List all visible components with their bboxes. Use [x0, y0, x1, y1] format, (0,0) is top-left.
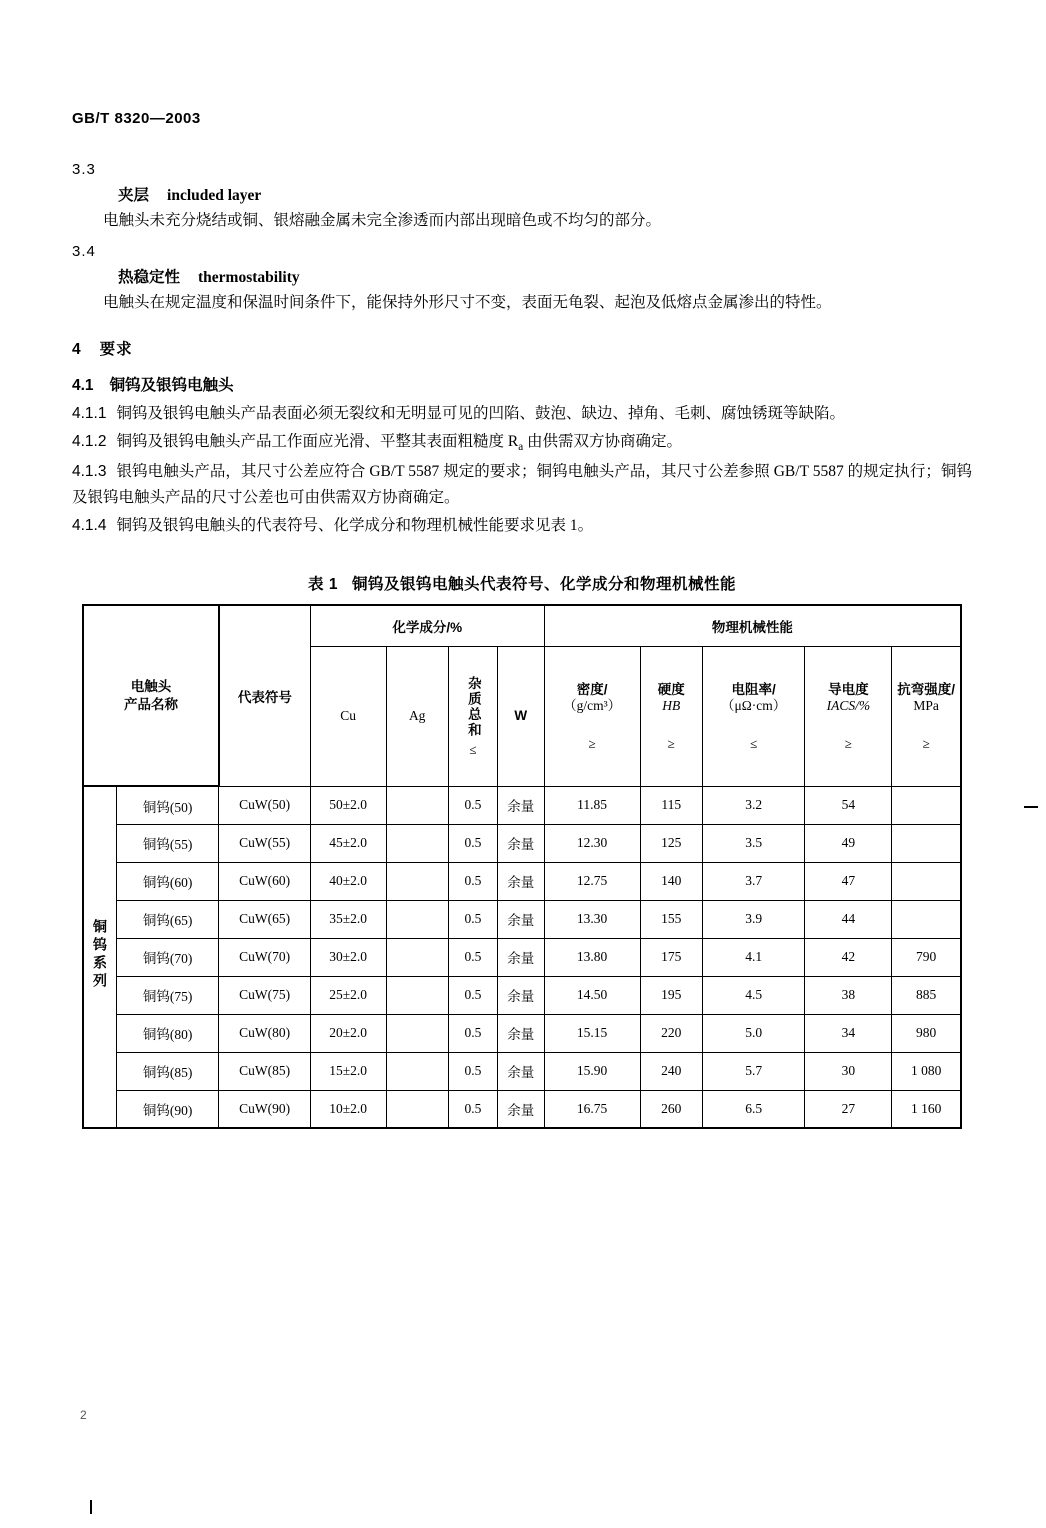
- cell-hardness: 175: [640, 938, 702, 976]
- header-bending-unit: MPa: [913, 697, 939, 713]
- section-heading-4: [72, 337, 972, 359]
- header-symbol-label: 代表符号: [237, 689, 292, 705]
- table-caption: [72, 572, 972, 594]
- section-number-4-1: 4.1: [72, 377, 94, 395]
- header-cu-label: Cu: [340, 708, 356, 724]
- header-hardness-unit: HB: [662, 697, 681, 713]
- cell-bending: 790: [892, 938, 961, 976]
- cell-cu: 20±2.0: [310, 1014, 386, 1052]
- cell-bending: [892, 900, 961, 938]
- clause-4-1-2: [72, 429, 972, 456]
- header-conductivity-sign: ≥: [844, 735, 852, 751]
- section-title-4: 要求: [99, 341, 133, 359]
- term-3-3: [118, 183, 972, 205]
- cell-bending: 1 080: [892, 1052, 961, 1090]
- cell-w: 余量: [497, 786, 544, 824]
- cell-conductivity: 27: [805, 1090, 892, 1128]
- cell-bending: [892, 862, 961, 900]
- term-3-3-en: included layer: [167, 187, 262, 204]
- cell-ag: [386, 1052, 448, 1090]
- cell-symbol: CuW(90): [219, 1090, 310, 1128]
- table-row: [83, 976, 961, 1014]
- table-row: [83, 1014, 961, 1052]
- cell-conductivity: 42: [805, 938, 892, 976]
- cell-hardness: 240: [640, 1052, 702, 1090]
- cell-impurity: 0.5: [448, 1014, 497, 1052]
- cell-impurity: 0.5: [448, 976, 497, 1014]
- cell-density: 15.15: [544, 1014, 640, 1052]
- cell-density: 13.30: [544, 900, 640, 938]
- header-chemical-label: 化学成分/%: [392, 619, 463, 635]
- header-cell-resistivity: [702, 646, 804, 786]
- cell-bending: [892, 824, 961, 862]
- margin-tick-right: [1024, 806, 1038, 808]
- page-content: [72, 110, 972, 1129]
- cell-symbol: CuW(65): [219, 900, 310, 938]
- clause-4-1-2-text-after: 由供需双方协商确定。: [523, 433, 683, 451]
- table-title-text: 铜钨及银钨电触头代表符号、化学成分和物理机械性能: [351, 575, 736, 593]
- header-hardness-sign: ≥: [667, 735, 675, 751]
- cell-cu: 50±2.0: [310, 786, 386, 824]
- margin-tick-bottom: [90, 1500, 92, 1514]
- cell-density: 15.90: [544, 1052, 640, 1090]
- header-cell-symbol: [219, 605, 310, 787]
- table-row: [83, 1052, 961, 1090]
- cell-resistivity: 5.7: [702, 1052, 804, 1090]
- clause-4-1-1-text: 铜钨及银钨电触头产品表面必须无裂纹和无明显可见的凹陷、鼓泡、缺边、掉角、毛刺、腐蚀锈斑等缺陷。: [116, 405, 845, 423]
- clause-4-1-1-number: 4.1.1: [72, 405, 107, 423]
- cell-density: 11.85: [544, 786, 640, 824]
- cell-w: 余量: [497, 824, 544, 862]
- table-row: [83, 1090, 961, 1128]
- table-group-header-row: [83, 605, 961, 647]
- section-title-4-1: 铜钨及银钨电触头: [109, 377, 234, 395]
- cell-resistivity: 6.5: [702, 1090, 804, 1128]
- cell-density: 12.75: [544, 862, 640, 900]
- cell-symbol: CuW(55): [219, 824, 310, 862]
- table-row: [83, 862, 961, 900]
- header-cell-density: [544, 646, 640, 786]
- cell-product-name: 铜钨(65): [116, 900, 218, 938]
- clause-4-1-2-number: 4.1.2: [72, 433, 107, 451]
- table-label: 表 1: [308, 575, 338, 593]
- cell-bending: 980: [892, 1014, 961, 1052]
- cell-ag: [386, 976, 448, 1014]
- cell-w: 余量: [497, 862, 544, 900]
- cell-conductivity: 54: [805, 786, 892, 824]
- specification-table: [82, 604, 962, 1130]
- cell-product-name: 铜钨(50): [116, 786, 218, 824]
- cell-bending: 1 160: [892, 1090, 961, 1128]
- header-cell-impurity: [448, 646, 497, 786]
- cell-symbol: CuW(80): [219, 1014, 310, 1052]
- cell-impurity: 0.5: [448, 1090, 497, 1128]
- header-ag-label: Ag: [408, 708, 426, 724]
- cell-w: 余量: [497, 1014, 544, 1052]
- cell-cu: 45±2.0: [310, 824, 386, 862]
- term-3-4-en: thermostability: [198, 269, 300, 287]
- term-3-4: [118, 265, 972, 287]
- term-3-3-cn: 夹层: [118, 187, 150, 204]
- cell-cu: 25±2.0: [310, 976, 386, 1014]
- cell-impurity: 0.5: [448, 1052, 497, 1090]
- clause-4-1-2-subscript: a: [518, 441, 524, 454]
- cell-ag: [386, 786, 448, 824]
- clause-4-1-4-text: 铜钨及银钨电触头的代表符号、化学成分和物理机械性能要求见表 1。: [116, 516, 594, 534]
- cell-impurity: 0.5: [448, 824, 497, 862]
- cell-product-name: 铜钨(80): [116, 1014, 218, 1052]
- cell-resistivity: 4.1: [702, 938, 804, 976]
- section-heading-4-1: [72, 373, 972, 395]
- clause-4-1-4-number: 4.1.4: [72, 516, 107, 534]
- cell-impurity: 0.5: [448, 786, 497, 824]
- cell-conductivity: 49: [805, 824, 892, 862]
- cell-density: 14.50: [544, 976, 640, 1014]
- header-resistivity-label: 电阻率/: [731, 681, 776, 697]
- table-row: [83, 938, 961, 976]
- header-cell-blank: 电触头 产品名称: [83, 605, 219, 787]
- header-impurity-sign: ≤: [469, 741, 477, 757]
- cell-series-label: [83, 786, 116, 1128]
- header-density-unit: （g/cm³）: [563, 697, 622, 713]
- header-conductivity-label: 导电度: [828, 681, 869, 697]
- cell-ag: [386, 1014, 448, 1052]
- page-number: 2: [80, 1408, 87, 1422]
- header-cell-cu: [310, 646, 386, 786]
- cell-hardness: 260: [640, 1090, 702, 1128]
- cell-symbol: CuW(60): [219, 862, 310, 900]
- header-hardness-label: 硬度: [657, 681, 685, 697]
- cell-w: 余量: [497, 976, 544, 1014]
- cell-hardness: 140: [640, 862, 702, 900]
- cell-density: 16.75: [544, 1090, 640, 1128]
- table-row: [83, 786, 961, 824]
- term-3-4-definition: 电触头在规定温度和保温时间条件下，能保持外形尺寸不变，表面无龟裂、起泡及低熔点金属渗出的特性。: [103, 294, 832, 312]
- cell-conductivity: 44: [805, 900, 892, 938]
- cell-product-name: 铜钨(85): [116, 1052, 218, 1090]
- cell-impurity: 0.5: [448, 862, 497, 900]
- clause-4-1-4: [72, 513, 972, 538]
- header-cell-w: [497, 646, 544, 786]
- header-cell-conductivity: [805, 646, 892, 786]
- standard-number: GB/T 8320—2003: [72, 110, 201, 127]
- cell-bending: [892, 786, 961, 824]
- cell-cu: 40±2.0: [310, 862, 386, 900]
- clause-4-1-2-text-before: 铜钨及银钨电触头产品工作面应光滑、平整其表面粗糙度 R: [116, 433, 519, 451]
- header-cell-ag: [386, 646, 448, 786]
- cell-hardness: 195: [640, 976, 702, 1014]
- term-3-3-definition: 电触头未充分烧结或铜、银熔融金属未完全渗透而内部出现暗色或不均匀的部分。: [103, 212, 662, 229]
- cell-resistivity: 3.7: [702, 862, 804, 900]
- cell-ag: [386, 824, 448, 862]
- header-w-label: W: [514, 708, 528, 724]
- header-cell-hardness: [640, 646, 702, 786]
- cell-resistivity: 3.5: [702, 824, 804, 862]
- clause-4-1-1: [72, 401, 972, 426]
- cell-w: 余量: [497, 1090, 544, 1128]
- cell-cu: 10±2.0: [310, 1090, 386, 1128]
- header-bending-sign: ≥: [922, 735, 930, 751]
- cell-conductivity: 30: [805, 1052, 892, 1090]
- cell-impurity: 0.5: [448, 900, 497, 938]
- term-3-4-cn: 热稳定性: [118, 269, 181, 287]
- cell-hardness: 155: [640, 900, 702, 938]
- cell-resistivity: 3.2: [702, 786, 804, 824]
- header-group-physical: [544, 605, 961, 647]
- cell-w: 余量: [497, 1052, 544, 1090]
- cell-w: 余量: [497, 900, 544, 938]
- cell-symbol: CuW(85): [219, 1052, 310, 1090]
- clause-4-1-3-text: 银钨电触头产品，其尺寸公差应符合 GB/T 5587 规定的要求；铜钨电触头产品，其尺寸公差参照 GB/T 5587 的规定执行；铜钨及银钨电触头产品的尺寸公差也可由供需双方协商确定。: [72, 463, 972, 506]
- table-row: [83, 900, 961, 938]
- cell-product-name: 铜钨(70): [116, 938, 218, 976]
- header-resistivity-sign: ≤: [750, 735, 758, 751]
- header-bending-label: 抗弯强度/: [897, 681, 956, 697]
- cell-hardness: 220: [640, 1014, 702, 1052]
- cell-conductivity: 38: [805, 976, 892, 1014]
- cell-bending: 885: [892, 976, 961, 1014]
- header-cell-bending: [892, 646, 961, 786]
- cell-cu: 35±2.0: [310, 900, 386, 938]
- clause-4-1-3-number: 4.1.3: [72, 463, 107, 481]
- cell-w: 余量: [497, 938, 544, 976]
- header-resistivity-unit: （μΩ·cm）: [721, 697, 787, 713]
- cell-ag: [386, 1090, 448, 1128]
- cell-density: 12.30: [544, 824, 640, 862]
- cell-resistivity: 4.5: [702, 976, 804, 1014]
- header-impurity-label: 杂质总和: [465, 675, 481, 738]
- cell-ag: [386, 862, 448, 900]
- clause-number-3-4: 3.4: [72, 243, 96, 261]
- cell-symbol: CuW(70): [219, 938, 310, 976]
- cell-ag: [386, 938, 448, 976]
- cell-density: 13.80: [544, 938, 640, 976]
- cell-impurity: 0.5: [448, 938, 497, 976]
- section-number-4: 4: [72, 341, 82, 359]
- table-body: [83, 786, 961, 1128]
- cell-product-name: 铜钨(75): [116, 976, 218, 1014]
- cell-cu: 15±2.0: [310, 1052, 386, 1090]
- cell-cu: 30±2.0: [310, 938, 386, 976]
- cell-product-name: 铜钨(90): [116, 1090, 218, 1128]
- cell-conductivity: 47: [805, 862, 892, 900]
- cell-product-name: 铜钨(55): [116, 824, 218, 862]
- header-conductivity-unit: IACS/%: [826, 697, 871, 713]
- header-group-chemical: [310, 605, 544, 647]
- cell-hardness: 125: [640, 824, 702, 862]
- cell-symbol: CuW(50): [219, 786, 310, 824]
- series-label-text: 铜钨系列: [91, 919, 108, 992]
- header-density-sign: ≥: [588, 735, 596, 751]
- cell-conductivity: 34: [805, 1014, 892, 1052]
- header-physical-label: 物理机械性能: [711, 619, 793, 635]
- table-row: [83, 824, 961, 862]
- cell-hardness: 115: [640, 786, 702, 824]
- clause-number-3-3: 3.3: [72, 161, 96, 178]
- cell-resistivity: 3.9: [702, 900, 804, 938]
- clause-4-1-3: [72, 459, 972, 509]
- cell-product-name: 铜钨(60): [116, 862, 218, 900]
- cell-resistivity: 5.0: [702, 1014, 804, 1052]
- header-density-label: 密度/: [576, 681, 608, 697]
- cell-symbol: CuW(75): [219, 976, 310, 1014]
- cell-ag: [386, 900, 448, 938]
